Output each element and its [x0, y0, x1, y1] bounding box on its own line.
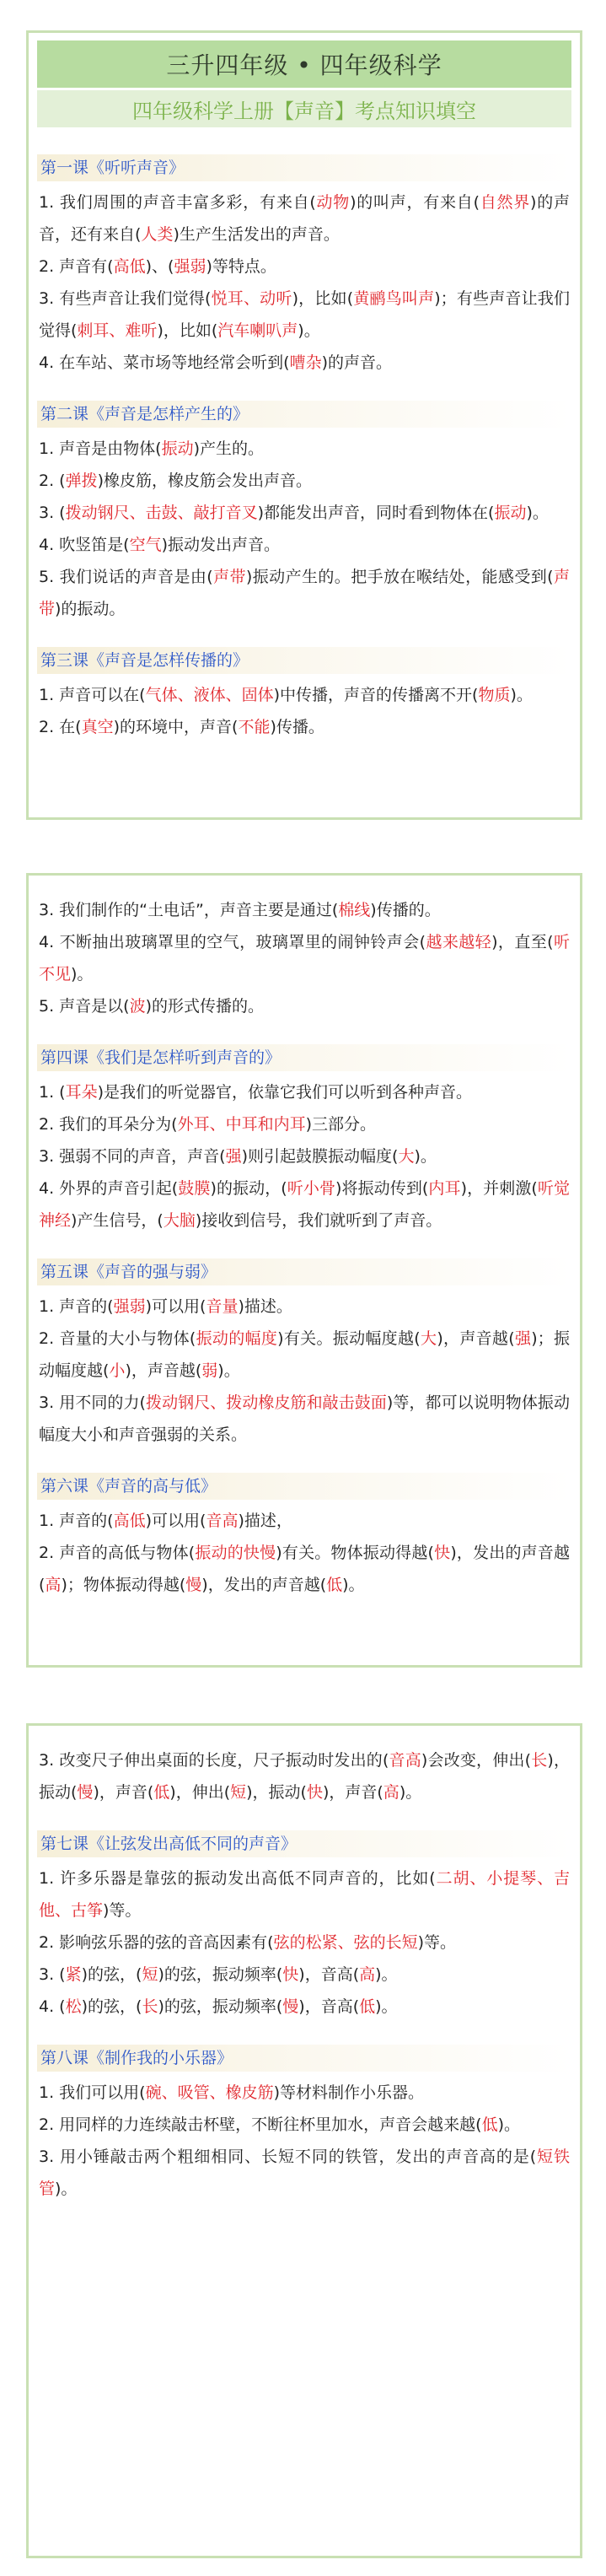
item-text: 4. 外界的声音引起( — [39, 1179, 179, 1198]
answer-text: 悦耳、动听 — [211, 289, 292, 308]
lesson-heading: 第三课《声音是怎样传播的》 — [37, 647, 571, 674]
item-text: )，直至( — [491, 933, 554, 951]
item-text: )会改变，伸出( — [421, 1751, 532, 1770]
lesson-heading: 第六课《声音的高与低》 — [37, 1473, 571, 1500]
item-text: 2. 音量的大小与物体( — [39, 1329, 196, 1348]
item-text: )中传播，声音的传播离不开( — [273, 686, 479, 704]
item-text: 4. 吹竖笛是( — [39, 536, 130, 554]
answer-text: 嘈杂 — [289, 353, 322, 372]
answer-text: 长 — [142, 1997, 158, 2016]
answer-text: 气体、液体、固体 — [145, 686, 274, 704]
answer-text: 弱 — [201, 1361, 218, 1380]
list-item — [39, 561, 570, 625]
item-text: 1. 声音的( — [39, 1297, 114, 1316]
answer-text: 振动 — [494, 504, 527, 522]
item-text: 5. 声音是以( — [39, 997, 130, 1016]
item-text: )。 — [55, 2180, 78, 2198]
item-text: 3. 有些声音让我们觉得( — [39, 289, 212, 308]
item-text: 3. ( — [39, 1965, 66, 1984]
list-item — [39, 529, 570, 561]
item-text: )。 — [298, 321, 320, 340]
answer-text: 快 — [306, 1783, 323, 1802]
list-item — [39, 1387, 570, 1451]
item-text: )，发出的声音越( — [201, 1576, 327, 1594]
list-item — [39, 2077, 570, 2109]
item-text: )，伸出( — [169, 1783, 231, 1802]
item-text: )。 — [510, 686, 533, 704]
item-text: )的声音。 — [321, 353, 393, 372]
item-text: 1. 声音的( — [39, 1512, 114, 1530]
item-text: )生产生活发出的声音。 — [173, 225, 340, 244]
lesson-7-section — [29, 1830, 580, 2023]
item-text: )等。 — [417, 1933, 457, 1952]
answer-text: 鼓膜 — [178, 1179, 211, 1198]
answer-text: 刺耳、难听 — [77, 321, 158, 340]
item-list — [29, 1862, 580, 2023]
item-text: 3. 用不同的力( — [39, 1393, 146, 1412]
item-text: 1. 许多乐器是靠弦的振动发出高低不同声音的，比如( — [39, 1869, 436, 1888]
item-text: )，声音越( — [437, 1329, 515, 1348]
item-text: )。 — [414, 1147, 437, 1166]
lesson-1-section — [29, 154, 580, 379]
answer-text: 振动 — [161, 439, 194, 458]
item-text: )的叫声，有来自( — [350, 193, 480, 212]
answer-text: 拨动钢尺、击鼓、敲打音叉 — [65, 504, 258, 522]
answer-text: 强 — [514, 1329, 532, 1348]
answer-text: 短 — [142, 1965, 158, 1984]
item-text: )描述， — [238, 1512, 292, 1530]
answer-text: 汽车喇叭声 — [217, 321, 298, 340]
item-text: 2. 用同样的力连续敲击杯壁，不断往杯里加水，声音会越来越( — [39, 2115, 482, 2134]
answer-text: 不能 — [238, 718, 271, 736]
item-text: )有关。物体振动得越( — [276, 1544, 434, 1562]
item-text: )则引起鼓膜振动幅度( — [241, 1147, 399, 1166]
answer-text: 强弱 — [113, 1297, 146, 1316]
item-text: )、( — [145, 257, 174, 276]
item-text: )的弦，振动频率( — [158, 1965, 283, 1984]
answer-text: 高 — [383, 1783, 400, 1802]
item-text: )可以用( — [145, 1512, 206, 1530]
lesson-5-section — [29, 1258, 580, 1451]
item-text: 2. 在( — [39, 718, 82, 736]
answer-text: 音高 — [206, 1512, 239, 1530]
item-text: 3. 强弱不同的声音，声音( — [39, 1147, 226, 1166]
list-item — [39, 465, 570, 497]
list-item — [39, 1323, 570, 1387]
item-text: )的弦，振动频率( — [158, 1997, 283, 2016]
answer-text: 耳朵 — [65, 1083, 98, 1102]
item-text: )接收到信号，我们就听到了声音。 — [195, 1211, 442, 1230]
answer-text: 空气 — [129, 536, 162, 554]
item-text: )的振动。 — [55, 600, 126, 618]
item-list — [29, 894, 580, 1022]
answer-text: 听小骨 — [287, 1179, 336, 1198]
item-text: )，比如( — [292, 289, 354, 308]
lesson-heading: 第七课《让弦发出高低不同的声音》 — [37, 1830, 571, 1857]
answer-text: 二胡、小提琴、吉他、古筝 — [39, 1869, 570, 1920]
item-text: )传播的。 — [370, 901, 441, 919]
list-item — [39, 497, 570, 529]
item-text: 1. 声音可以在( — [39, 686, 146, 704]
answer-text: 大脑 — [163, 1211, 196, 1230]
item-text: )，声音( — [93, 1783, 154, 1802]
list-item — [39, 2141, 570, 2205]
list-item — [39, 283, 570, 347]
item-text: )。 — [526, 504, 549, 522]
page-title: 三升四年级 • 四年级科学 — [37, 40, 571, 88]
list-item — [39, 1076, 570, 1108]
answer-text: 振动的快慢 — [195, 1544, 276, 1562]
lesson-2-section — [29, 401, 580, 625]
page-subtitle: 四年级科学上册【声音】考点知识填空 — [37, 90, 571, 127]
item-text: 1. 声音是由物体( — [39, 439, 162, 458]
item-text: )，并刺激( — [460, 1179, 538, 1198]
answer-text: 高 — [45, 1576, 62, 1594]
list-item — [39, 679, 570, 711]
item-text: )。 — [497, 2115, 521, 2134]
item-text: 3. ( — [39, 504, 66, 522]
item-text: )的振动，( — [210, 1179, 287, 1198]
answer-text: 强弱 — [174, 257, 206, 276]
answer-text: 大 — [398, 1147, 415, 1166]
item-text: )；振动幅度越( — [39, 1329, 570, 1380]
item-list — [29, 1076, 580, 1237]
list-item — [39, 186, 570, 251]
item-text: 4. ( — [39, 1997, 66, 2016]
item-text: 2. 声音有( — [39, 257, 114, 276]
answer-text: 高低 — [113, 1512, 146, 1530]
answer-text: 内耳 — [428, 1179, 461, 1198]
answer-text: 慢 — [77, 1783, 94, 1802]
item-text: )等特点。 — [206, 257, 276, 276]
lesson-heading: 第四课《我们是怎样听到声音的》 — [37, 1044, 571, 1071]
item-text: )的声音，还有来自( — [39, 193, 570, 244]
answer-text: 低 — [153, 1783, 170, 1802]
lesson-heading: 第八课《制作我的小乐器》 — [37, 2045, 571, 2072]
list-item — [39, 347, 570, 379]
item-text: 5. 我们说话的声音是由( — [39, 568, 213, 586]
answer-text: 自然界 — [479, 193, 531, 212]
answer-text: 外耳、中耳和内耳 — [177, 1115, 306, 1134]
item-text: )。 — [217, 1361, 240, 1380]
item-text: )将振动传到( — [335, 1179, 429, 1198]
answer-text: 高低 — [113, 257, 146, 276]
item-text: )。 — [71, 965, 94, 984]
list-item — [39, 1291, 570, 1323]
item-text: )的环境中，声音( — [113, 718, 239, 736]
answer-text: 音量 — [206, 1297, 239, 1316]
item-text: )振动产生的。把手放在喉结处，能感受到( — [245, 568, 554, 586]
item-text: 2. 我们的耳朵分为( — [39, 1115, 178, 1134]
lesson-heading: 第一课《听听声音》 — [37, 154, 571, 181]
item-text: 3. 我们制作的“土电话”，声音主要是通过( — [39, 901, 339, 919]
item-text: )。 — [342, 1576, 365, 1594]
list-item — [39, 1991, 570, 2023]
answer-text: 紧 — [65, 1965, 82, 1984]
answer-text: 短 — [230, 1783, 247, 1802]
list-item — [39, 1927, 570, 1959]
item-text: )橡皮筋，橡皮筋会发出声音。 — [97, 472, 313, 490]
answer-text: 动物 — [315, 193, 351, 212]
item-text: )的弦，( — [81, 1965, 142, 1984]
item-text: )产生的。 — [193, 439, 265, 458]
answer-text: 声带 — [39, 568, 570, 618]
item-text: )都能发出声音，同时看到物体在( — [257, 504, 495, 522]
item-text: )是我们的听觉器官，依靠它我们可以听到各种声音。 — [97, 1083, 473, 1102]
item-text: )，音高( — [298, 1965, 360, 1984]
item-text: 1. ( — [39, 1083, 66, 1102]
answer-text: 短铁管 — [39, 2148, 570, 2198]
list-item — [39, 1744, 570, 1808]
item-text: )。 — [399, 1783, 422, 1802]
answer-text: 长 — [531, 1751, 548, 1770]
item-list — [29, 2077, 580, 2205]
lesson-heading: 第二课《声音是怎样产生的》 — [37, 401, 571, 428]
item-text: )等材料制作小乐器。 — [273, 2083, 425, 2102]
item-text: )，声音( — [322, 1783, 383, 1802]
lesson-3-section — [29, 647, 580, 743]
list-item — [39, 894, 570, 926]
item-text: )的弦，( — [81, 1997, 142, 2016]
item-text: )的形式传播的。 — [145, 997, 265, 1016]
answer-text: 振动的幅度 — [196, 1329, 278, 1348]
item-text: )，比如( — [157, 321, 218, 340]
answer-text: 高 — [359, 1965, 376, 1984]
item-text: )，振动( — [39, 1751, 570, 1802]
answer-text: 大 — [420, 1329, 437, 1348]
item-text: 2. ( — [39, 472, 66, 490]
list-item — [39, 1172, 570, 1237]
item-text: )振动发出声音。 — [161, 536, 281, 554]
item-text: 4. 在车站、菜市场等地经常会听到( — [39, 353, 290, 372]
list-item — [39, 251, 570, 283]
page-3 — [26, 1723, 582, 2558]
list-item — [39, 1862, 570, 1927]
item-text: )，振动( — [246, 1783, 307, 1802]
list-item — [39, 990, 570, 1022]
answer-text: 棉线 — [338, 901, 371, 919]
answer-text: 音高 — [389, 1751, 421, 1770]
item-text: )，声音越( — [125, 1361, 202, 1380]
item-text: )传播。 — [270, 718, 324, 736]
answer-text: 强 — [225, 1147, 242, 1166]
answer-text: 弦的松紧、弦的长短 — [273, 1933, 418, 1952]
lesson-6-section — [29, 1473, 580, 1601]
item-text: 1. 我们周围的声音丰富多彩，有来自( — [39, 193, 316, 212]
answer-text: 人类 — [141, 225, 174, 244]
lesson-4-section — [29, 1044, 580, 1237]
answer-text: 松 — [65, 1997, 82, 2016]
list-item — [39, 1505, 570, 1537]
answer-text: 低 — [326, 1576, 343, 1594]
page-1 — [26, 30, 582, 820]
list-item — [39, 1140, 570, 1172]
lesson-8-section — [29, 2045, 580, 2205]
page-2 — [26, 873, 582, 1668]
lesson-heading: 第五课《声音的强与弱》 — [37, 1258, 571, 1285]
item-text: 1. 我们可以用( — [39, 2083, 146, 2102]
list-item — [39, 1108, 570, 1140]
answer-text: 低 — [481, 2115, 498, 2134]
item-text: 3. 改变尺子伸出桌面的长度，尺子振动时发出的( — [39, 1751, 389, 1770]
item-text: )等，都可以说明物体振动幅度大小和声音强弱的关系。 — [39, 1393, 570, 1444]
item-list — [29, 433, 580, 625]
item-list — [29, 679, 580, 743]
item-text: )。 — [375, 1965, 398, 1984]
item-text: )，发出的声音越( — [39, 1544, 570, 1594]
list-item — [39, 433, 570, 465]
answer-text: 越来越轻 — [426, 933, 492, 951]
answer-text: 波 — [129, 997, 146, 1016]
item-text: )；有些声音让我们觉得( — [39, 289, 570, 340]
item-text: )有关。振动幅度越( — [277, 1329, 421, 1348]
item-list — [29, 1744, 580, 1808]
item-list — [29, 186, 580, 379]
item-text: )描述。 — [238, 1297, 292, 1316]
answer-text: 快 — [433, 1544, 451, 1562]
item-text: 3. 用小锤敲击两个粗细相同、长短不同的铁管，发出的声音高的是( — [39, 2148, 537, 2166]
answer-text: 听不见 — [39, 933, 570, 984]
item-text: )可以用( — [145, 1297, 206, 1316]
list-item — [39, 711, 570, 743]
answer-text: 拨动钢尺、拨动橡皮筋和敲击鼓面 — [145, 1393, 387, 1412]
list-item — [39, 1537, 570, 1601]
item-text: )；物体振动得越( — [61, 1576, 186, 1594]
list-item — [39, 2109, 570, 2141]
item-list — [29, 1505, 580, 1601]
item-list — [29, 1291, 580, 1451]
item-text: )。 — [375, 1997, 398, 2016]
answer-text: 低 — [359, 1997, 376, 2016]
item-text: 2. 影响弦乐器的弦的音高因素有( — [39, 1933, 274, 1952]
item-text: )三部分。 — [305, 1115, 377, 1134]
answer-text: 黄鹂鸟叫声 — [353, 289, 435, 308]
answer-text: 听觉神经 — [39, 1179, 570, 1230]
answer-text: 弹拨 — [65, 472, 98, 490]
list-item — [39, 926, 570, 990]
answer-text: 物质 — [478, 686, 511, 704]
answer-text: 慢 — [185, 1576, 202, 1594]
item-text: )产生信号，( — [71, 1211, 164, 1230]
item-text: )等。 — [103, 1901, 142, 1920]
answer-text: 快 — [282, 1965, 299, 1984]
answer-text: 碗、吸管、橡皮筋 — [145, 2083, 274, 2102]
item-text: 2. 声音的高低与物体( — [39, 1544, 196, 1562]
list-item — [39, 1959, 570, 1991]
item-text: 4. 不断抽出玻璃罩里的空气，玻璃罩里的闹钟铃声会( — [39, 933, 426, 951]
item-text: )，音高( — [298, 1997, 360, 2016]
answer-text: 真空 — [81, 718, 114, 736]
answer-text: 慢 — [282, 1997, 299, 2016]
answer-text: 小 — [109, 1361, 126, 1380]
answer-text: 声带 — [212, 568, 246, 586]
